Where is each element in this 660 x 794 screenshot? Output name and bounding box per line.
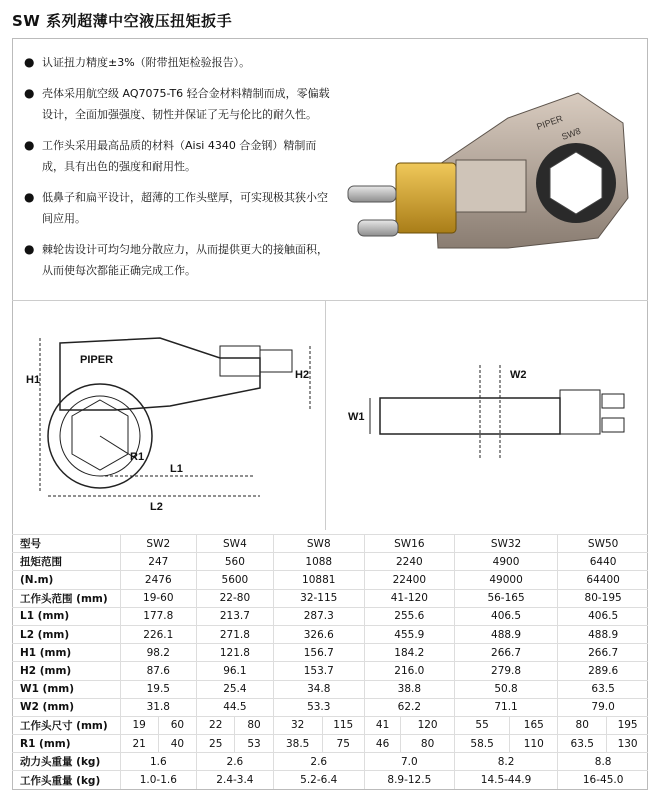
value-cell: 2240 bbox=[364, 553, 454, 571]
value-cell: 226.1 bbox=[120, 625, 197, 643]
value-cell: 19-60 bbox=[120, 589, 197, 607]
value-cell: 213.7 bbox=[197, 607, 274, 625]
photo-brand-text: PIPER bbox=[535, 113, 565, 132]
value-cell: 5.2-6.4 bbox=[273, 771, 364, 789]
value-cell: 55 bbox=[454, 716, 509, 734]
value-cell: 2.6 bbox=[273, 753, 364, 771]
feature-text: 工作头采用最高品质的材料（Aisi 4340 合金钢）精制而成，具有出色的强度和耐用性。 bbox=[42, 139, 317, 173]
model-cell: SW32 bbox=[454, 535, 557, 553]
model-cell: SW16 bbox=[364, 535, 454, 553]
value-cell: 41-120 bbox=[364, 589, 454, 607]
table-row bbox=[12, 644, 648, 662]
table-row bbox=[12, 607, 648, 625]
row-label-cell: R1 (mm) bbox=[12, 735, 120, 753]
value-cell: 14.5-44.9 bbox=[454, 771, 557, 789]
table-row bbox=[12, 680, 648, 698]
value-cell: 34.8 bbox=[273, 680, 364, 698]
photo-model-text: SW8 bbox=[560, 125, 583, 142]
bullet-icon: ● bbox=[24, 138, 35, 152]
value-cell: 156.7 bbox=[273, 644, 364, 662]
value-cell: 2476 bbox=[120, 571, 197, 589]
value-cell: 79.0 bbox=[558, 698, 648, 716]
value-cell: 21 bbox=[120, 735, 158, 753]
value-cell: 19 bbox=[120, 716, 158, 734]
dimension-r1: R1 bbox=[130, 451, 145, 463]
value-cell: 80 bbox=[558, 716, 607, 734]
row-label-cell: H1 (mm) bbox=[12, 644, 120, 662]
value-cell: 326.6 bbox=[273, 625, 364, 643]
value-cell: 22 bbox=[197, 716, 235, 734]
value-cell: 110 bbox=[510, 735, 558, 753]
feature-item bbox=[22, 52, 332, 73]
side-brand-text: PIPER bbox=[80, 354, 114, 366]
value-cell: 247 bbox=[120, 553, 197, 571]
value-cell: 58.5 bbox=[454, 735, 509, 753]
table-row bbox=[12, 589, 648, 607]
value-cell: 32-115 bbox=[273, 589, 364, 607]
value-cell: 1.0-1.6 bbox=[120, 771, 197, 789]
row-label-cell: L1 (mm) bbox=[12, 607, 120, 625]
value-cell: 153.7 bbox=[273, 662, 364, 680]
model-cell: SW4 bbox=[197, 535, 274, 553]
value-cell: 87.6 bbox=[120, 662, 197, 680]
table-row bbox=[12, 753, 648, 771]
value-cell: 10881 bbox=[273, 571, 364, 589]
row-label-cell: W2 (mm) bbox=[12, 698, 120, 716]
value-cell: 38.5 bbox=[273, 735, 322, 753]
row-label-cell: W1 (mm) bbox=[12, 680, 120, 698]
bullet-icon: ● bbox=[24, 242, 35, 256]
value-cell: 5600 bbox=[197, 571, 274, 589]
side-view-diagram bbox=[20, 318, 320, 518]
feature-item bbox=[22, 187, 332, 229]
value-cell: 216.0 bbox=[364, 662, 454, 680]
value-cell: 46 bbox=[364, 735, 401, 753]
value-cell: 31.8 bbox=[120, 698, 197, 716]
model-cell: SW2 bbox=[120, 535, 197, 553]
table-row bbox=[12, 771, 648, 789]
table-row bbox=[12, 662, 648, 680]
value-cell: 50.8 bbox=[454, 680, 557, 698]
feature-text: 壳体采用航空级 AQ7075-T6 轻合金材料精制而成，零偏载设计，全面加强强度、韧性并保证了无与伦比的耐久性。 bbox=[42, 87, 330, 121]
row-label-cell: 工作头范围 (mm) bbox=[12, 589, 120, 607]
value-cell: 71.1 bbox=[454, 698, 557, 716]
value-cell: 16-45.0 bbox=[558, 771, 648, 789]
dimension-w1: W1 bbox=[348, 411, 365, 423]
row-label-cell: (N.m) bbox=[12, 571, 120, 589]
value-cell: 63.5 bbox=[558, 680, 648, 698]
value-cell: 38.8 bbox=[364, 680, 454, 698]
bullet-icon: ● bbox=[24, 190, 35, 204]
value-cell: 40 bbox=[158, 735, 196, 753]
top-view-diagram bbox=[340, 360, 640, 470]
value-cell: 19.5 bbox=[120, 680, 197, 698]
section-divider bbox=[12, 300, 648, 301]
model-cell: SW8 bbox=[273, 535, 364, 553]
row-label-cell: 扭矩范围 bbox=[12, 553, 120, 571]
feature-text: 认证扭力精度±3%（附带扭矩检验报告）。 bbox=[42, 56, 251, 69]
value-cell: 60 bbox=[158, 716, 196, 734]
value-cell: 75 bbox=[322, 735, 364, 753]
table-row bbox=[12, 553, 648, 571]
value-cell: 63.5 bbox=[558, 735, 607, 753]
value-cell: 279.8 bbox=[454, 662, 557, 680]
value-cell: 488.9 bbox=[454, 625, 557, 643]
value-cell: 6440 bbox=[558, 553, 648, 571]
value-cell: 8.8 bbox=[558, 753, 648, 771]
model-cell: SW50 bbox=[558, 535, 648, 553]
table-row bbox=[12, 735, 648, 753]
value-cell: 56-165 bbox=[454, 589, 557, 607]
value-cell: 32 bbox=[273, 716, 322, 734]
diagram-divider bbox=[325, 300, 326, 530]
page-title: SW 系列超薄中空液压扭矩扳手 bbox=[12, 12, 233, 30]
value-cell: 287.3 bbox=[273, 607, 364, 625]
dimension-l1: L1 bbox=[170, 463, 183, 475]
value-cell: 96.1 bbox=[197, 662, 274, 680]
value-cell: 25 bbox=[197, 735, 235, 753]
value-cell: 41 bbox=[364, 716, 401, 734]
header-label-cell: 型号 bbox=[12, 535, 120, 553]
dimension-w2: W2 bbox=[510, 369, 527, 381]
value-cell: 488.9 bbox=[558, 625, 648, 643]
value-cell: 2.4-3.4 bbox=[197, 771, 274, 789]
value-cell: 22400 bbox=[364, 571, 454, 589]
row-label-cell: H2 (mm) bbox=[12, 662, 120, 680]
value-cell: 80 bbox=[235, 716, 273, 734]
value-cell: 62.2 bbox=[364, 698, 454, 716]
value-cell: 98.2 bbox=[120, 644, 197, 662]
value-cell: 455.9 bbox=[364, 625, 454, 643]
value-cell: 255.6 bbox=[364, 607, 454, 625]
dimension-l2: L2 bbox=[150, 501, 163, 513]
table-row bbox=[12, 571, 648, 589]
value-cell: 53.3 bbox=[273, 698, 364, 716]
value-cell: 406.5 bbox=[558, 607, 648, 625]
value-cell: 195 bbox=[607, 716, 648, 734]
value-cell: 406.5 bbox=[454, 607, 557, 625]
feature-list bbox=[22, 52, 332, 291]
row-label-cell: 工作头尺寸 (mm) bbox=[12, 716, 120, 734]
row-label-cell: 动力头重量 (kg) bbox=[12, 753, 120, 771]
table-row bbox=[12, 625, 648, 643]
value-cell: 80 bbox=[401, 735, 455, 753]
bullet-icon: ● bbox=[24, 86, 35, 100]
value-cell: 22-80 bbox=[197, 589, 274, 607]
value-cell: 49000 bbox=[454, 571, 557, 589]
table-header-row bbox=[12, 535, 648, 553]
value-cell: 44.5 bbox=[197, 698, 274, 716]
value-cell: 130 bbox=[607, 735, 648, 753]
value-cell: 120 bbox=[401, 716, 455, 734]
value-cell: 4900 bbox=[454, 553, 557, 571]
value-cell: 289.6 bbox=[558, 662, 648, 680]
feature-item bbox=[22, 135, 332, 177]
value-cell: 53 bbox=[235, 735, 273, 753]
value-cell: 177.8 bbox=[120, 607, 197, 625]
value-cell: 25.4 bbox=[197, 680, 274, 698]
dimension-h2: H2 bbox=[295, 369, 310, 381]
bullet-icon: ● bbox=[24, 55, 35, 69]
value-cell: 560 bbox=[197, 553, 274, 571]
feature-text: 棘轮齿设计可均匀地分散应力，从而提供更大的接触面积，从而使每次都能正确完成工作。 bbox=[42, 243, 328, 277]
value-cell: 271.8 bbox=[197, 625, 274, 643]
value-cell: 165 bbox=[510, 716, 558, 734]
value-cell: 2.6 bbox=[197, 753, 274, 771]
value-cell: 1088 bbox=[273, 553, 364, 571]
value-cell: 266.7 bbox=[454, 644, 557, 662]
row-label-cell: L2 (mm) bbox=[12, 625, 120, 643]
feature-item bbox=[22, 83, 332, 125]
spec-table bbox=[12, 534, 648, 789]
feature-text: 低鼻子和扁平设计，超薄的工作头壁厚，可实现极其狭小空间应用。 bbox=[42, 191, 328, 225]
value-cell: 64400 bbox=[558, 571, 648, 589]
value-cell: 7.0 bbox=[364, 753, 454, 771]
feature-item bbox=[22, 239, 332, 281]
product-photo bbox=[338, 88, 638, 270]
value-cell: 121.8 bbox=[197, 644, 274, 662]
value-cell: 266.7 bbox=[558, 644, 648, 662]
table-row bbox=[12, 716, 648, 734]
value-cell: 184.2 bbox=[364, 644, 454, 662]
table-row bbox=[12, 698, 648, 716]
value-cell: 1.6 bbox=[120, 753, 197, 771]
value-cell: 8.9-12.5 bbox=[364, 771, 454, 789]
value-cell: 115 bbox=[322, 716, 364, 734]
dimension-h1: H1 bbox=[26, 374, 41, 386]
row-label-cell: 工作头重量 (kg) bbox=[12, 771, 120, 789]
value-cell: 80-195 bbox=[558, 589, 648, 607]
value-cell: 8.2 bbox=[454, 753, 557, 771]
